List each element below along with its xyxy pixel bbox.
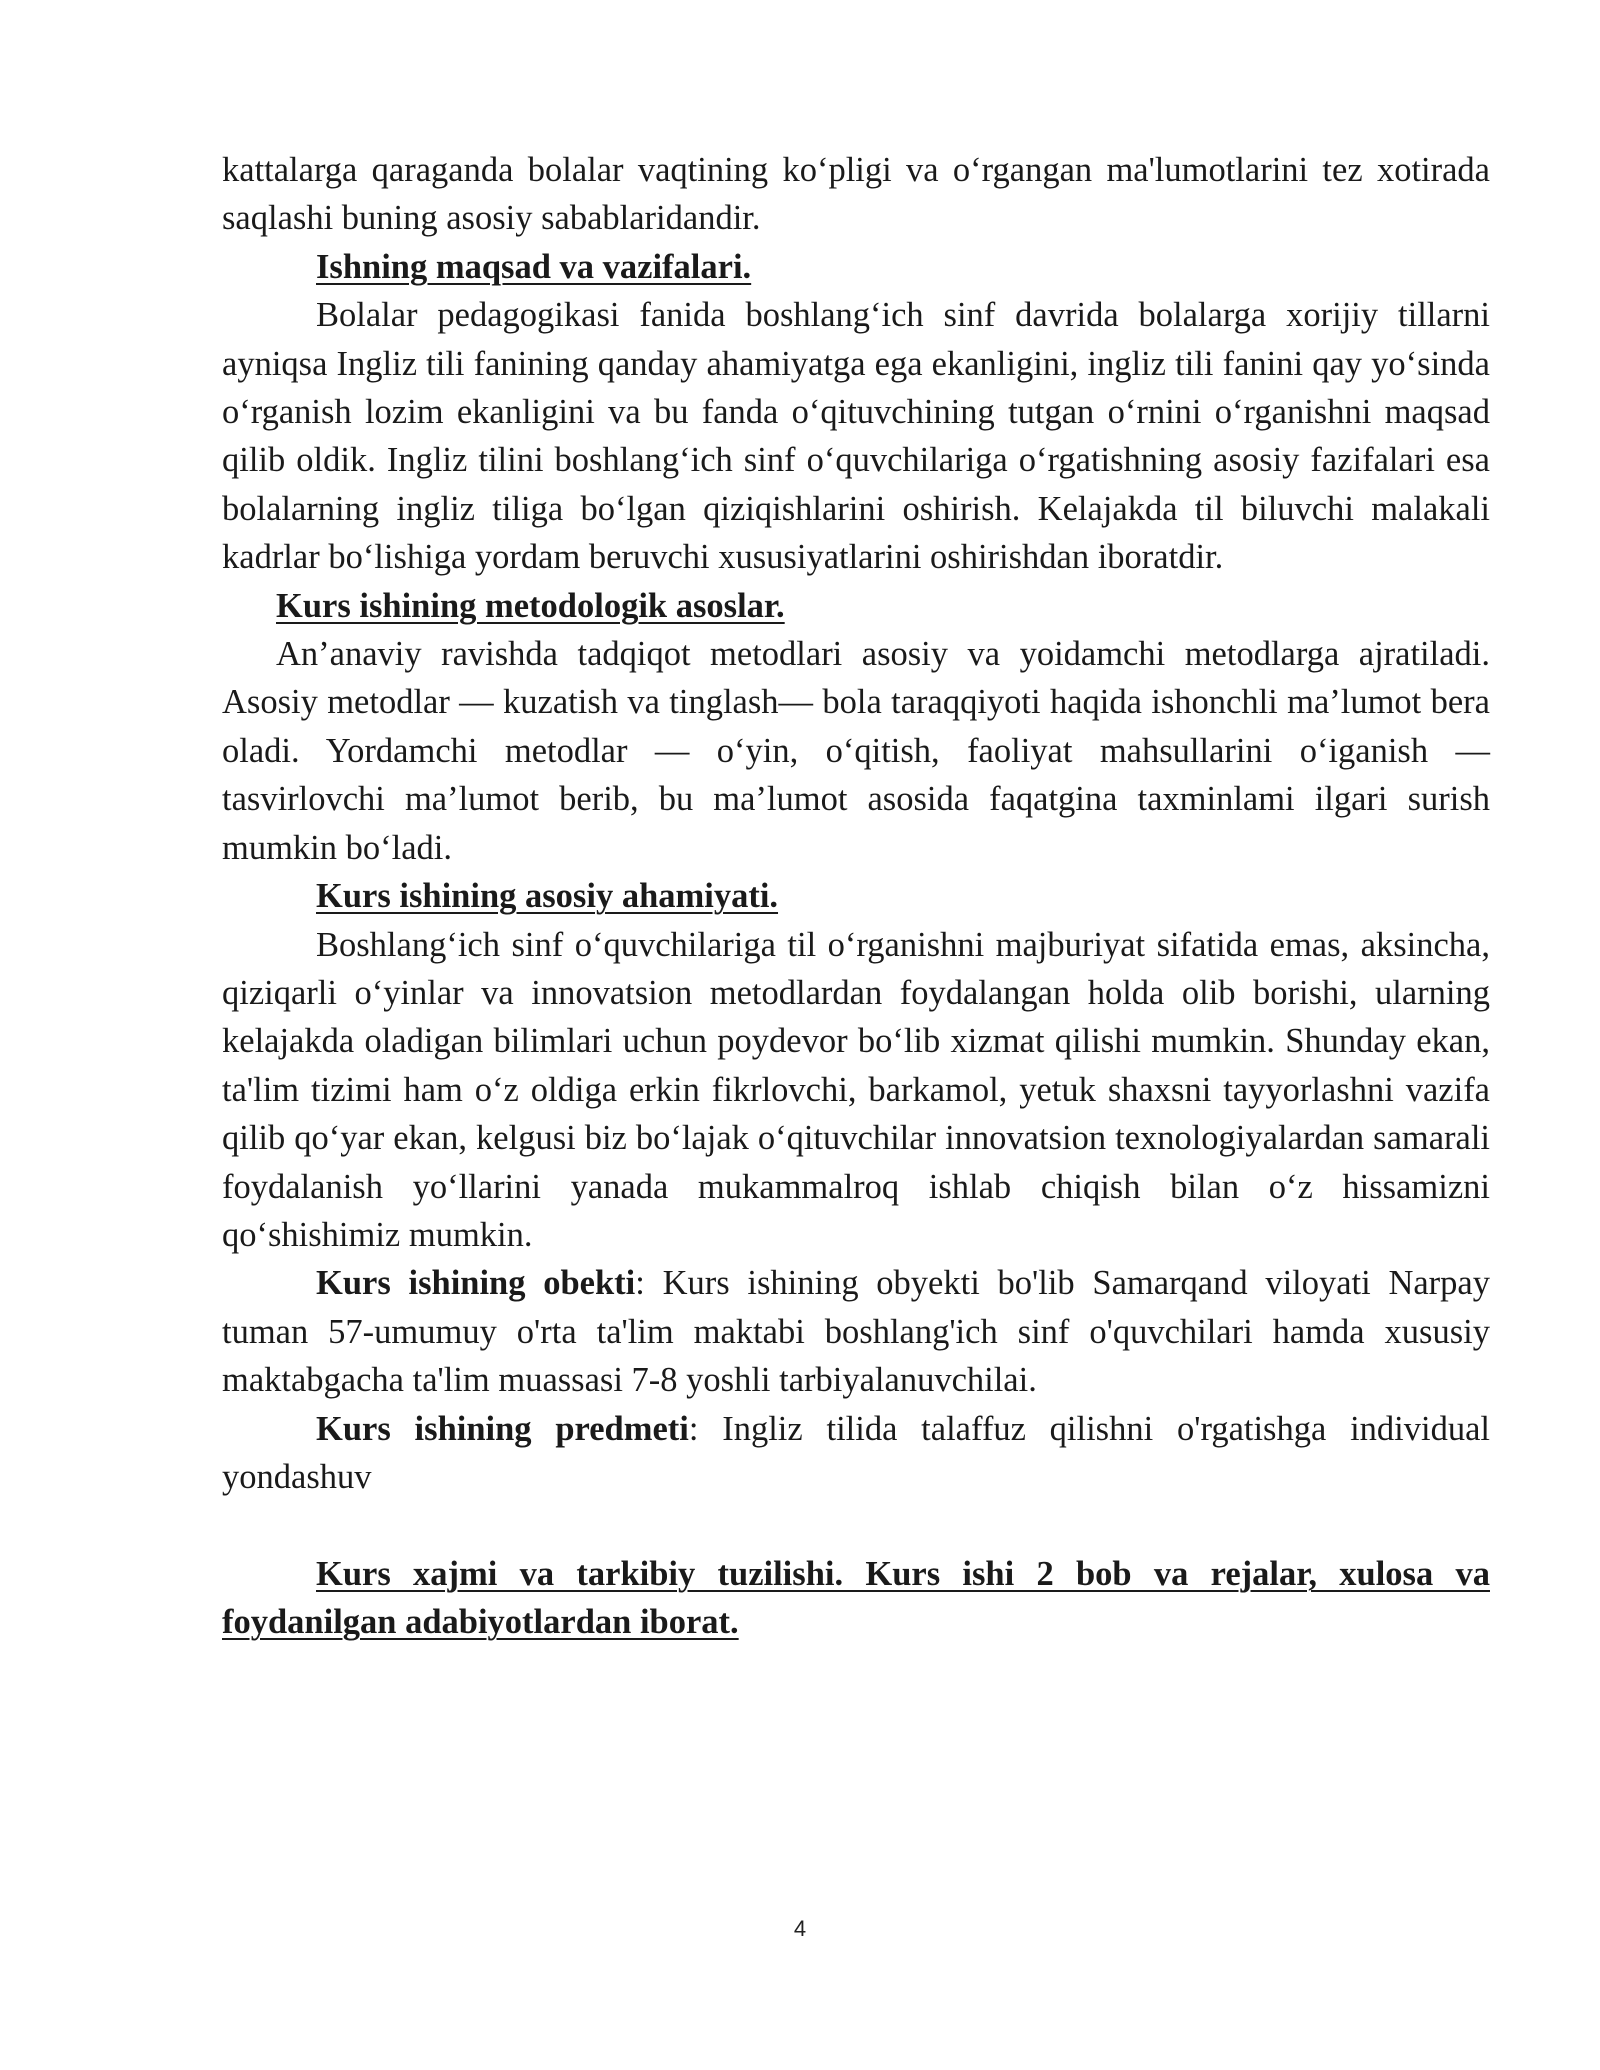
page-number: 4: [793, 1916, 807, 1941]
importance-heading: Kurs ishining asosiy ahamiyati.: [316, 877, 779, 916]
importance-paragraph: Boshlangʻich sinf oʻquvchilariga til oʻrganishni majburiyat sifatida emas, aksincha, qiziqarli oʻyinlar va innovatsion metodlardan foydalangan holda olib borishi, ularning kelajakda oladigan bilimlari uchun poydevor boʻlib xizmat qilishi mumkin. Shunday ekan, ta'lim tizimi ham oʻz oldiga erkin fikrlovchi, barkamol, yetuk shaxsni tayyorlashni vazifa qilib qoʻyar ekan, kelgusi biz boʻlajak oʻqituvchilar innovatsion texnologiyalardan samarali foydalanish yoʻllarini yanada mukammalroq ishlab chiqish bilan oʻz hissamizni qoʻshishimiz mumkin.: [222, 925, 1490, 1254]
object-paragraph: [222, 1259, 1490, 1404]
subject-paragraph: [222, 1405, 1490, 1502]
goals-heading: Ishning maqsad va vazifalari.: [316, 247, 752, 286]
object-label: Kurs ishining obekti: [316, 1264, 636, 1303]
structure-paragraph: [222, 1550, 1490, 1647]
blank-line: [222, 1501, 1490, 1549]
methodology-heading: Kurs ishining metodologik asoslar.: [276, 586, 785, 625]
subject-text: : Ingliz tilida talaffuz qilishni o'rgatishga individual yondashuv: [222, 1409, 1490, 1496]
goals-paragraph: Bolalar pedagogikasi fanida boshlangʻich sinf davrida bolalarga xorijiy tillarni ayniqsa Ingliz tili fanining qanday ahamiyatga ega ekanligini, ingliz tili fanini qay yoʻsinda oʻrganish lozim ekanligini va bu fanda oʻqituvchining tutgan oʻrnini oʻrganishni maqsad qilib oldik. Ingliz tilini boshlangʻich sinf oʻquvchilariga oʻrgatishning asosiy fazifalari esa bolalarning ingliz tiliga boʻlgan qiziqishlarini oshirish. Kelajakda til biluvchi malakali kadrlar boʻlishiga yordam beruvchi xususiyatlarini oshirishdan iboratdir.: [222, 296, 1490, 577]
importance-heading-line: [222, 872, 1490, 920]
subject-label: Kurs ishining predmeti: [316, 1409, 689, 1448]
document-page: [222, 146, 1490, 1647]
intro-continuation-paragraph: kattalarga qaraganda bolalar vaqtining koʻpligi va oʻrgangan ma'lumotlarini tez xotirada saqlashi buning asosiy sabablaridandir.: [222, 151, 1490, 238]
goals-heading-line: [222, 243, 1490, 291]
methodology-paragraph: An’anaviy ravishda tadqiqot metodlari asosiy va yoidamchi metodlarga ajratiladi. Asosiy metodlar — kuzatish va tinglash— bola taraqqiyoti haqida ishonchli ma’lumot bera oladi. Yordamchi metodlar — oʻyin, oʻqitish, faoliyat mahsullarini oʻiganish — tasvirlovchi ma’lumot berib, bu ma’lumot asosida faqatgina taxminlami ilgari surish mumkin boʻladi.: [222, 635, 1490, 867]
structure-heading: Kurs xajmi va tarkibiy tuzilishi. Kurs ishi 2 bob va rejalar, xulosa va foydanilgan adabiyotlardan iborat.: [222, 1554, 1490, 1642]
methodology-heading-line: [222, 582, 1490, 630]
object-text: : Kurs ishining obyekti bo'lib Samarqand viloyati Narpay tuman 57-umumuy o'rta ta'lim maktabi boshlang'ich sinf o'quvchilari hamda xususiy maktabgacha ta'lim muassasi 7-8 yoshli tarbiyalanuvchilai.: [222, 1264, 1490, 1400]
